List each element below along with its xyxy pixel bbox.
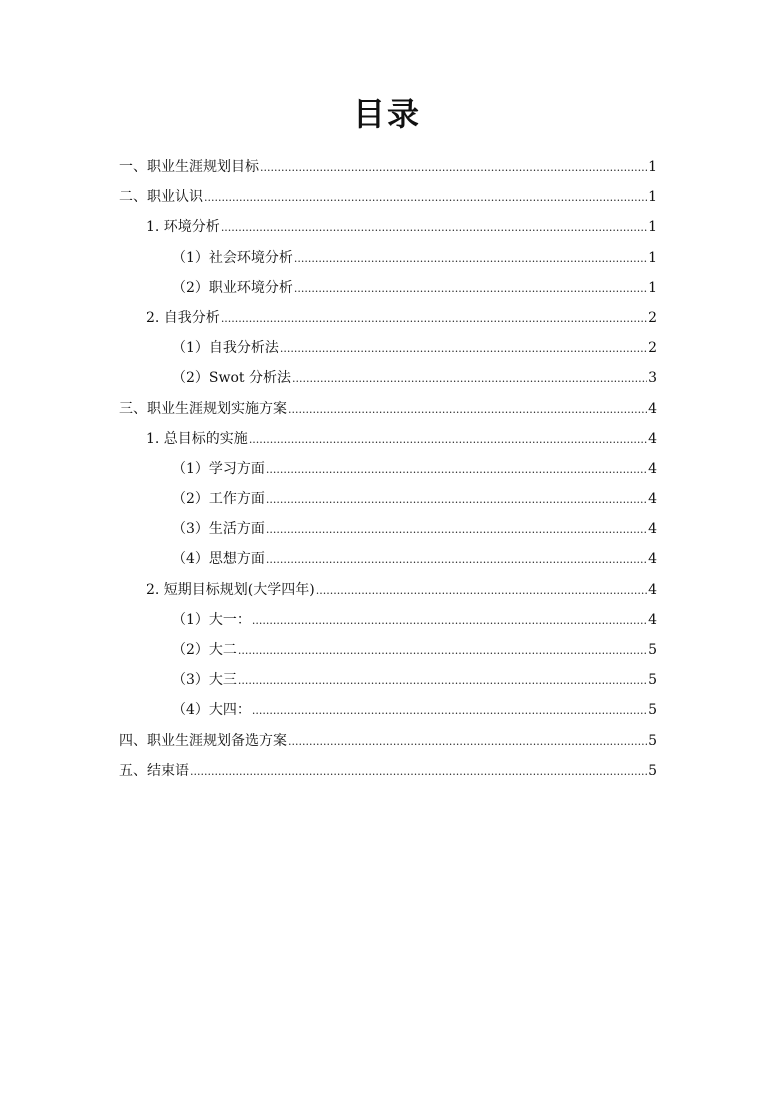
toc-entry-page-number: 4 <box>648 581 657 598</box>
toc-dot-leader <box>288 403 647 416</box>
toc-entry-page-number: 4 <box>648 611 657 628</box>
toc-entry[interactable] <box>119 699 657 729</box>
toc-entry-label: （3）生活方面 <box>172 521 265 538</box>
toc-dot-leader <box>266 523 647 536</box>
toc-entry-label: （2）职业环境分析 <box>172 279 293 296</box>
toc-entry-page-number: 5 <box>648 732 657 749</box>
toc-entry[interactable] <box>119 156 657 186</box>
toc-entry-label: （1）学习方面 <box>172 460 265 477</box>
toc-entry-page-number: 5 <box>648 762 657 779</box>
toc-entry[interactable] <box>119 669 657 699</box>
toc-dot-leader <box>204 191 647 204</box>
toc-dot-leader <box>260 161 647 174</box>
toc-entry-label: 三、职业生涯规划实施方案 <box>119 400 287 417</box>
toc-entry[interactable] <box>119 518 657 548</box>
toc-dot-leader <box>266 553 647 566</box>
toc-entry[interactable] <box>119 760 657 790</box>
toc-entry-label: （1）自我分析法 <box>172 340 279 357</box>
toc-entry-label: 二、职业认识 <box>119 189 203 206</box>
toc-dot-leader <box>249 433 647 446</box>
toc-entry[interactable] <box>119 247 657 277</box>
toc-entry-label: （1）社会环境分析 <box>172 249 293 266</box>
toc-entry-label: （2）大二 <box>172 642 237 658</box>
toc-entry-label: 一、职业生涯规划目标 <box>119 159 259 175</box>
toc-entry-page-number: 4 <box>648 400 657 417</box>
toc-entry-label: 1. 环境分析 <box>146 219 220 236</box>
toc-dot-leader <box>316 584 647 597</box>
toc-dot-leader <box>252 614 647 627</box>
table-of-contents <box>119 156 657 790</box>
toc-entry[interactable] <box>119 307 657 337</box>
toc-entry-page-number: 2 <box>648 340 657 357</box>
toc-dot-leader <box>221 221 647 234</box>
toc-dot-leader <box>190 765 647 778</box>
toc-entry-label: 五、结束语 <box>119 762 189 779</box>
toc-entry-page-number: 5 <box>648 702 657 719</box>
toc-entry[interactable] <box>119 458 657 488</box>
toc-entry-label: 2. 短期目标规划(大学四年) <box>146 581 315 598</box>
toc-entry-page-number: 4 <box>648 460 657 477</box>
toc-entry-label: （2）Swot 分析法 <box>172 370 291 387</box>
toc-entry-page-number: 1 <box>648 189 657 206</box>
toc-entry-page-number: 4 <box>648 551 657 568</box>
toc-entry-label: 1. 总目标的实施 <box>146 430 248 447</box>
toc-entry-page-number: 3 <box>648 370 657 387</box>
toc-entry[interactable] <box>119 639 657 669</box>
toc-entry[interactable] <box>119 337 657 367</box>
toc-entry-page-number: 5 <box>648 642 657 658</box>
toc-dot-leader <box>288 735 647 748</box>
toc-entry[interactable] <box>119 277 657 307</box>
toc-entry-label: 四、职业生涯规划备选方案 <box>119 732 287 749</box>
toc-entry-label: 2. 自我分析 <box>146 309 220 326</box>
toc-dot-leader <box>294 282 647 295</box>
toc-entry-page-number: 1 <box>648 279 657 296</box>
toc-dot-leader <box>292 372 647 385</box>
toc-entry-page-number: 4 <box>648 430 657 447</box>
toc-entry-label: （1）大一： <box>172 611 251 628</box>
toc-entry-page-number: 4 <box>648 521 657 538</box>
toc-entry[interactable] <box>119 579 657 609</box>
toc-entry-page-number: 4 <box>648 491 657 508</box>
toc-entry-label: （4）思想方面 <box>172 551 265 568</box>
toc-entry-page-number: 5 <box>648 672 657 689</box>
toc-entry[interactable] <box>119 367 657 397</box>
toc-dot-leader <box>266 493 647 506</box>
toc-entry-label: （4）大四： <box>172 702 251 719</box>
toc-dot-leader <box>280 342 647 355</box>
toc-entry[interactable] <box>119 186 657 216</box>
toc-entry[interactable] <box>119 609 657 639</box>
page-title: 目录 <box>352 95 421 133</box>
toc-entry[interactable] <box>119 216 657 246</box>
toc-entry-page-number: 2 <box>648 309 657 326</box>
toc-entry-label: （2）工作方面 <box>172 491 265 508</box>
toc-dot-leader <box>238 644 647 657</box>
toc-dot-leader <box>266 463 647 476</box>
toc-entry-page-number: 1 <box>648 159 657 175</box>
toc-entry-label: （3）大三 <box>172 672 237 689</box>
toc-entry[interactable] <box>119 730 657 760</box>
toc-entry[interactable] <box>119 548 657 578</box>
toc-dot-leader <box>238 674 647 687</box>
toc-entry-page-number: 1 <box>648 219 657 236</box>
toc-entry[interactable] <box>119 428 657 458</box>
toc-dot-leader <box>252 704 647 717</box>
toc-entry[interactable] <box>119 398 657 428</box>
toc-entry-page-number: 1 <box>648 249 657 266</box>
toc-dot-leader <box>221 312 647 325</box>
toc-entry[interactable] <box>119 488 657 518</box>
toc-dot-leader <box>294 252 647 265</box>
